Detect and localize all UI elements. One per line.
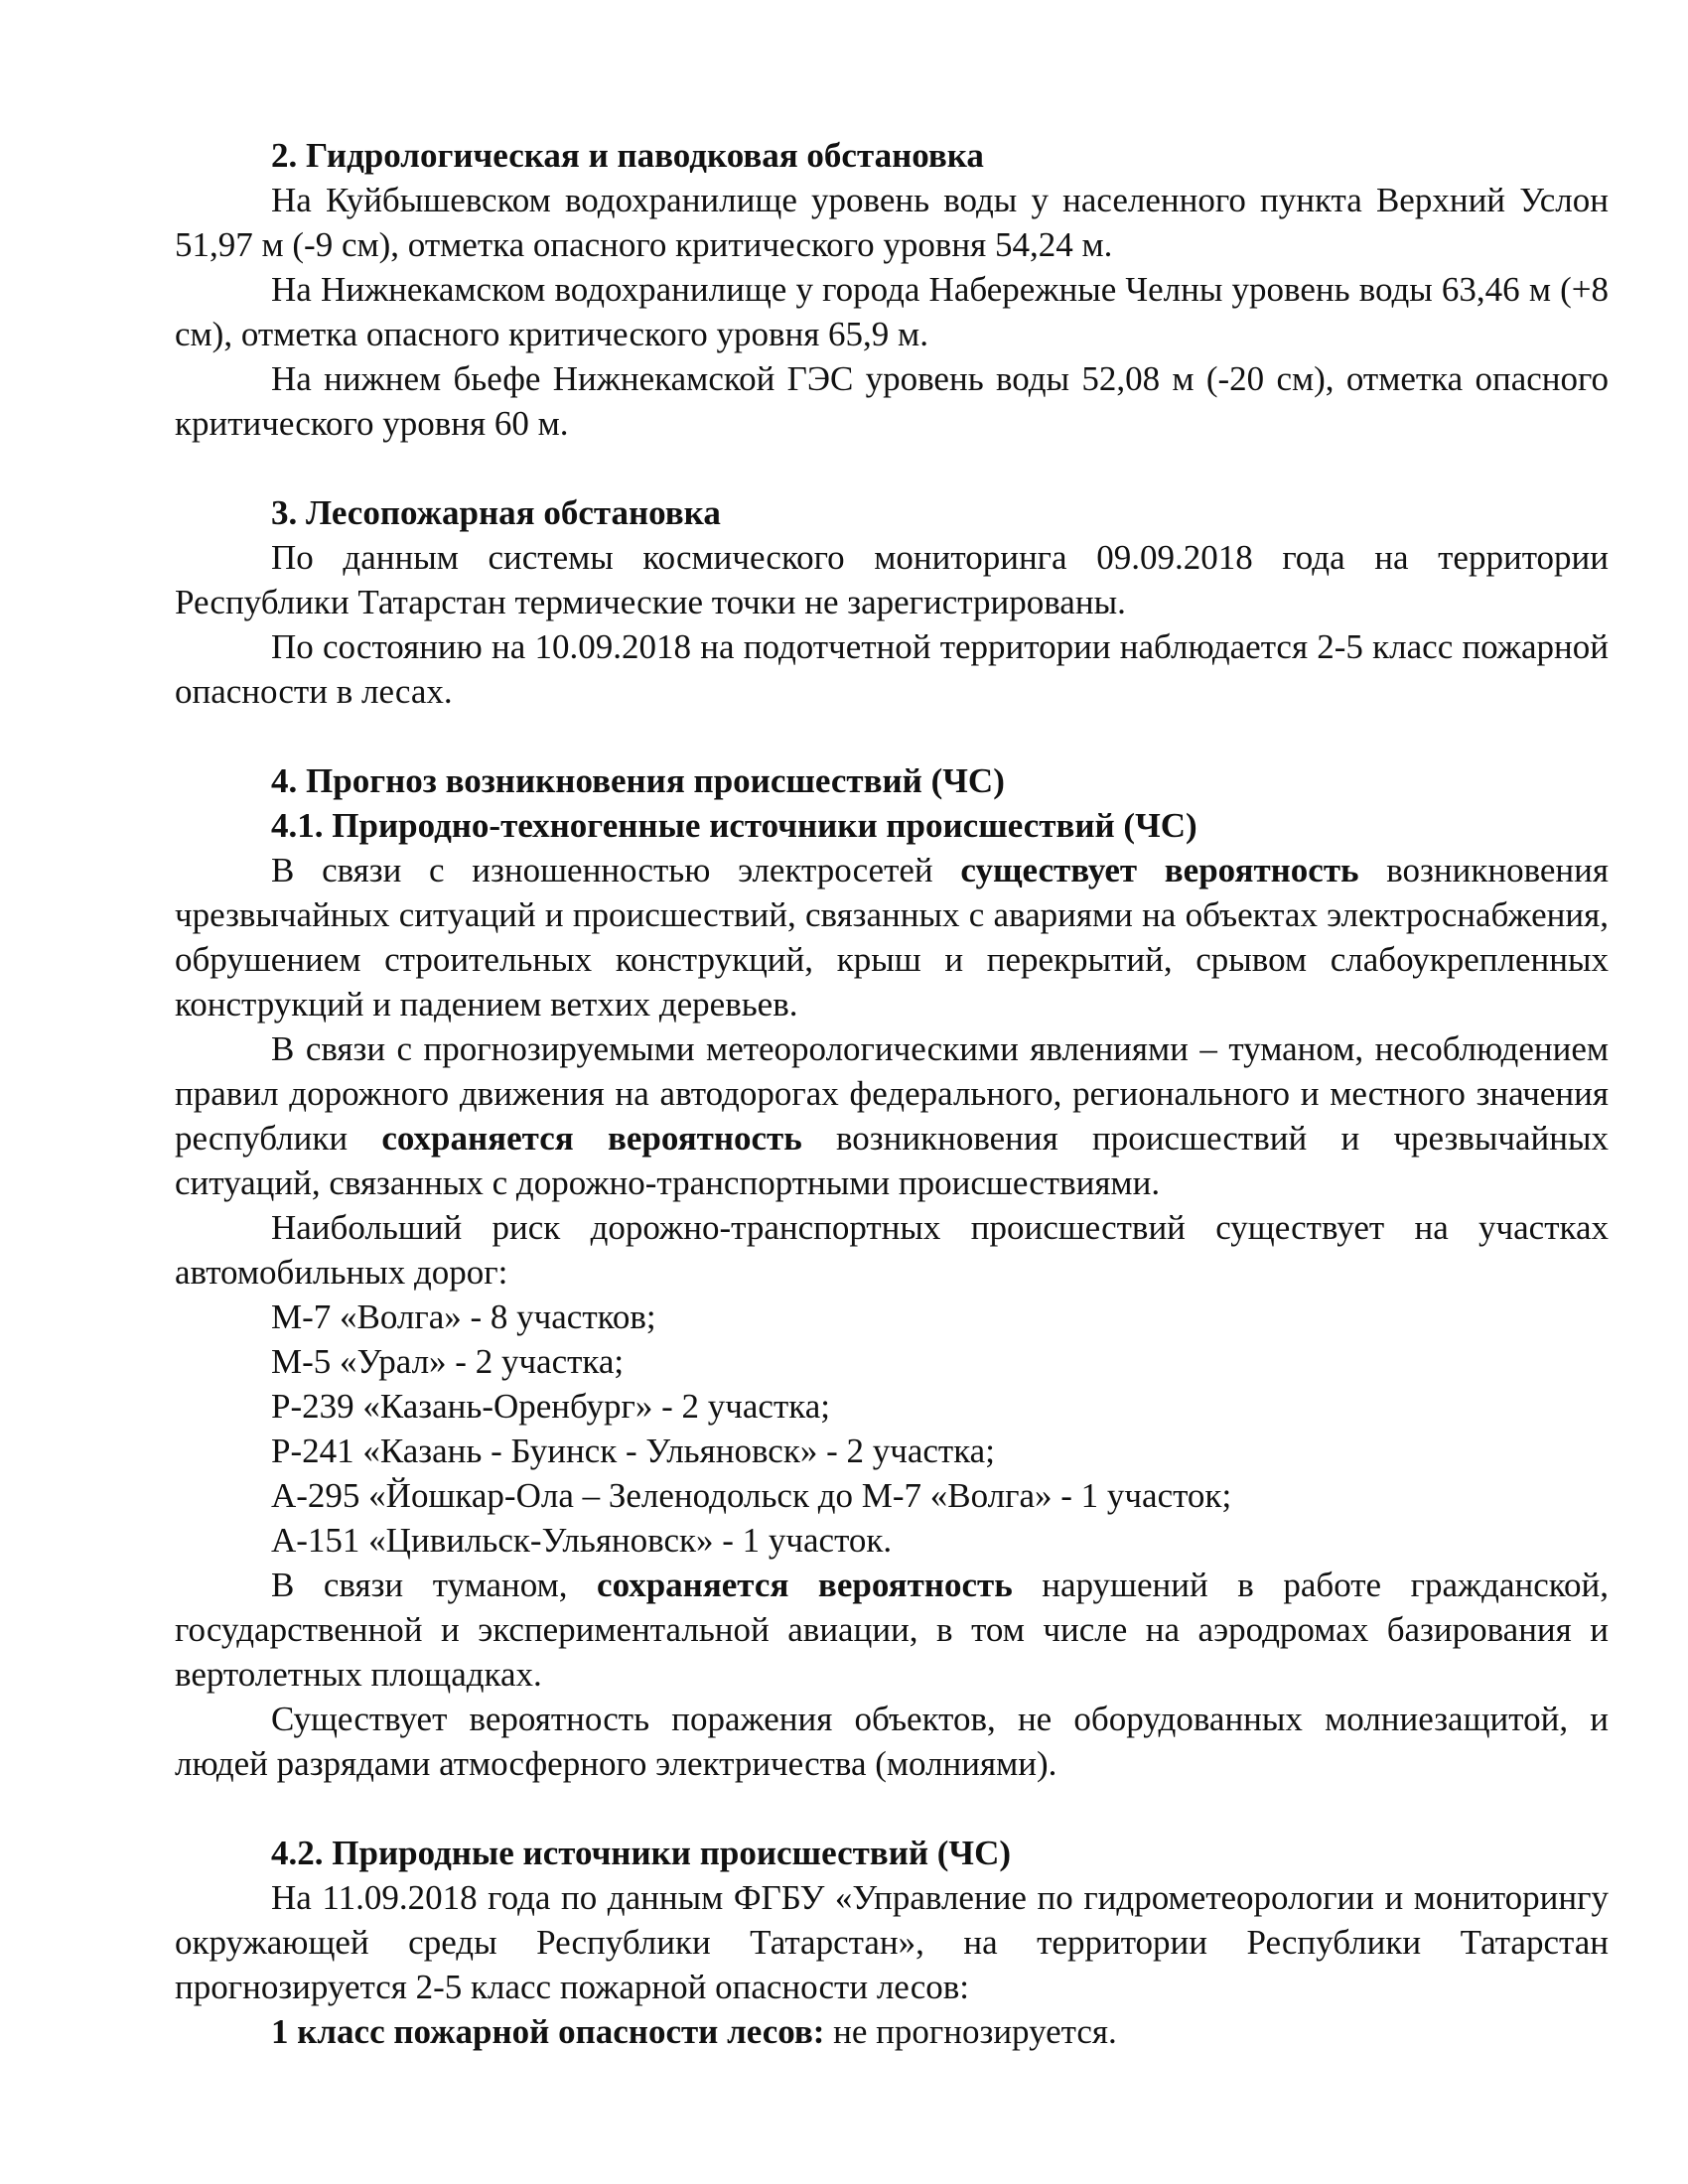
text-run: В связи с прогнозируемыми метеорологическими явлениями – туманом, несоблюдением правил дорожного движения на автодорогах федерального, регионального и местного значения республики [175, 1029, 1609, 1158]
spacer [175, 1786, 1609, 1831]
text-run: возникновения происшествий и чрезвычайных ситуаций, связанных с дорожно-транспортными происшествиями. [175, 1119, 1610, 1202]
section-4-1-heading: 4.1. Природно-техногенные источники происшествий (ЧС) [271, 806, 1197, 845]
document-body [175, 133, 1609, 2054]
bold-emphasis: сохраняется вероятность [597, 1566, 1013, 1604]
section-4-1-paragraph-5: Существует вероятность поражения объектов, не оборудованных молниезащитой, и людей разрядами атмосферного электричества (молниями). [175, 1700, 1609, 1783]
section-3-paragraph-1: По данным системы космического мониторинга 09.09.2018 года на территории Республики Татарстан термические точки не зарегистрированы. [175, 538, 1609, 621]
spacer [175, 714, 1609, 758]
text-run: нарушений в работе гражданской, государственной и экспериментальной авиации, в том числе на аэродромах базирования и вертолетных площадках. [175, 1566, 1609, 1694]
section-4-2-paragraph-1: На 11.09.2018 года по данным ФГБУ «Управление по гидрометеорологии и мониторингу окружающей среды Республики Татарстан», на территории Республики Татарстан прогнозируется 2-5 класс пожарной опасности лесов: [175, 1878, 1609, 2006]
bold-emphasis: 1 класс пожарной опасности лесов: [271, 2012, 825, 2051]
section-2-paragraph-3: На нижнем бьефе Нижнекамской ГЭС уровень воды 52,08 м (-20 см), отметка опасного критического уровня 60 м. [175, 359, 1609, 443]
section-4-1-paragraph-1 [175, 848, 1609, 1026]
spacer [175, 446, 1609, 490]
road-list-item: А-151 «Цивильск-Ульяновск» - 1 участок. [271, 1521, 893, 1560]
section-3-paragraph-2: По состоянию на 10.09.2018 на подотчетной территории наблюдается 2-5 класс пожарной опасности в лесах. [175, 627, 1609, 711]
road-list-item: М-5 «Урал» - 2 участка; [271, 1342, 625, 1381]
section-2-heading: 2. Гидрологическая и паводковая обстановка [271, 136, 984, 175]
section-4-2-paragraph-2 [175, 2009, 1609, 2054]
bold-emphasis: сохраняется вероятность [381, 1119, 802, 1158]
text-run: В связи туманом, [271, 1566, 598, 1604]
section-2-paragraph-2: На Нижнекамском водохранилище у города Набережные Челны уровень воды 63,46 м (+8 см), отметка опасного критического уровня 65,9 м. [175, 270, 1609, 353]
road-list-item: Р-239 «Казань-Оренбург» - 2 участка; [271, 1387, 830, 1426]
section-4-2-heading: 4.2. Природные источники происшествий (ЧС) [271, 1834, 1012, 1872]
section-2-paragraph-1: На Куйбышевском водохранилище уровень воды у населенного пункта Верхний Услон 51,97 м (-9 см), отметка опасного критического уровня 54,24 м. [175, 181, 1609, 264]
text-run: не прогнозируется. [824, 2012, 1117, 2051]
section-4-1-paragraph-2 [175, 1026, 1609, 1205]
road-list-item: Р-241 «Казань - Буинск - Ульяновск» - 2 участка; [271, 1432, 995, 1470]
road-list-item: А-295 «Йошкар-Ола – Зеленодольск до М-7 «Волга» - 1 участок; [271, 1476, 1232, 1515]
section-3-heading: 3. Лесопожарная обстановка [271, 493, 721, 532]
section-4-1-paragraph-4 [175, 1563, 1609, 1697]
text-run: возникновения чрезвычайных ситуаций и происшествий, связанных с авариями на объектах электроснабжения, обрушением строительных конструкций, крыш и перекрытий, срывом слабоукрепленных конструкций и падением ветхих деревьев. [175, 851, 1609, 1024]
bold-emphasis: существует вероятность [960, 851, 1359, 889]
section-4-1-paragraph-3: Наибольший риск дорожно-транспортных происшествий существует на участках автомобильных дорог: [175, 1208, 1609, 1292]
text-run: В связи с изношенностью электросетей [271, 851, 961, 889]
section-4-heading: 4. Прогноз возникновения происшествий (ЧС) [271, 761, 1005, 800]
road-list-item: М-7 «Волга» - 8 участков; [271, 1297, 656, 1336]
